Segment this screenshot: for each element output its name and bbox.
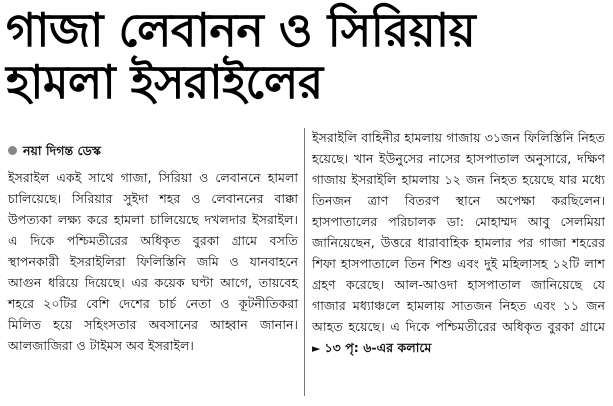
continuation-reference: ১৩ পৃ: ৬-এর কলামে <box>324 340 432 355</box>
column-divider <box>304 128 305 396</box>
continuation-pointer-icon: ► <box>312 342 321 355</box>
headline <box>6 4 606 108</box>
byline <box>8 140 298 161</box>
right-body-text: ইসরাইলি বাহিনীর হামলায় গাজায় ৩১জন ফিলিস্তিনি নিহত হয়েছে। খান ইউনুসের নাসের হাসপাতাল অনুসারে, দক্ষিণ গাজায় ইসরাইলি হামলায় ১২ জন নিহত হয়েছে যার মধ্যে তিনজন ত্রাণ বিতরণ স্থানে অপেক্ষা করছিলেন। হাসপাতালের পরিচালক ডা: মোহাম্মদ আবু সেলমিয়া জানিয়েছেন, উত্তরে ধারাবাহিক হামলার পর গাজা শহরের শিফা হাসপাতালে তিন শিশু এবং দুই মহিলাসহ ১২টি লাশ গ্রহণ করেছে। আল-আওদা হাসপাতাল জানিয়েছে যে গাজার মধ্যাঞ্চলে হামলায় সাতজন নিহত এবং ১১ জন আহত হয়েছে। এ দিকে পশ্চিমতীরের অধিকৃত বুরকা গ্রামে <box>312 130 605 334</box>
right-column <box>312 127 605 359</box>
right-body <box>312 127 605 359</box>
bullet-icon <box>8 146 17 155</box>
byline-text: নয়া দিগন্ত ডেস্ক <box>23 143 101 158</box>
headline-line-2: হামলা ইসরাইলের <box>6 55 323 109</box>
left-column <box>8 140 298 356</box>
left-body-text: ইসরাইল একই সাথে গাজা, সিরিয়া ও লেবাননে হামলা চালিয়েছে। সিরিয়ার সুইদা শহর ও লেবাননের বাক্কা উপত্যকা লক্ষ্য করে হামলা চালিয়েছে দখলদার ইসরাইল। এ দিকে পশ্চিমতীরের অধিকৃত বুরকা গ্রামে বসতি স্থাপনকারী ইসরাইলিরা ফিলিস্তিনি জমি ও যানবাহনে আগুন ধরিয়ে দিয়েছে। এর কয়েক ঘণ্টা আগে, তায়বেহ শহরে ২০টির বেশি দেশের চার্চ নেতা ও কূটনীতিকরা মিলিত হয়ে সহিংসতার অবসানের আহ্বান জানান। আলজাজিরা ও টাইমস অব ইসরাইল। <box>8 170 298 353</box>
headline-line-1: গাজা লেবানন ও সিরিয়ায় <box>6 3 476 57</box>
